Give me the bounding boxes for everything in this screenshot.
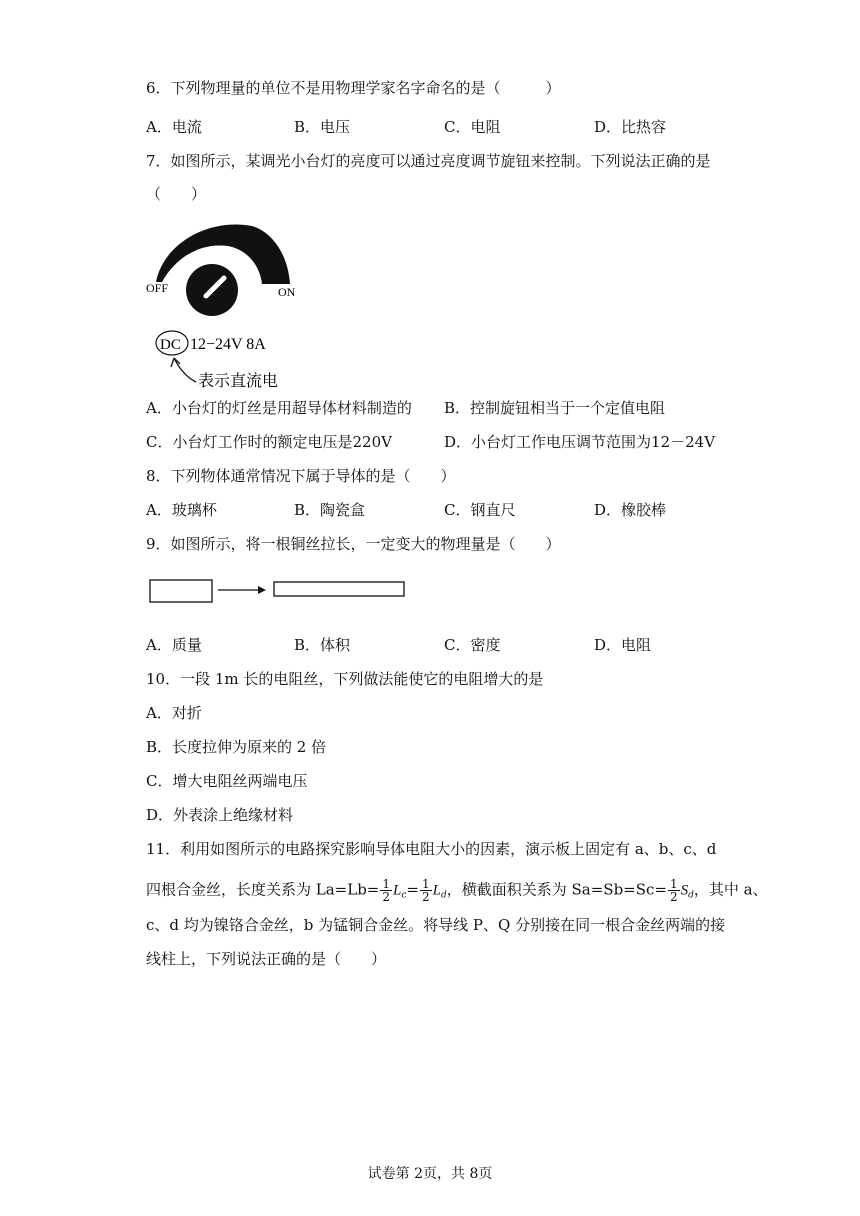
q9-option-b[interactable]: B．体积 — [294, 636, 351, 654]
q9-stem: 9．如图所示，将一根铜丝拉长，一定变大的物理量是（ ） — [146, 535, 561, 553]
q6-option-b[interactable]: B．电压 — [294, 118, 351, 136]
fraction-half: $\frac{1}{2}$ — [669, 877, 678, 904]
q10-option-b[interactable]: B．长度拉伸为原来的 2 倍 — [146, 738, 327, 756]
page-footer: 试卷第 2页，共 8页 — [367, 1166, 493, 1182]
q8-option-a[interactable]: A．玻璃杯 — [146, 501, 217, 519]
q11-line-3: c、d 均为镍铬合金丝，b 为锰铜合金丝。将导线 P、Q 分别接在同一根合金丝两端的接 — [146, 916, 726, 934]
q9-option-d[interactable]: D．电阻 — [594, 636, 652, 654]
q6-option-a[interactable]: A．电流 — [146, 118, 202, 136]
on-label: ON — [278, 285, 296, 299]
q11-line-1: 11．利用如图所示的电路探究影响导体电阻大小的因素，演示板上固定有 a、b、c、d — [146, 840, 717, 858]
q11-line-4: 线柱上，下列说法正确的是（ ） — [146, 950, 387, 968]
off-label: OFF — [146, 281, 169, 295]
q9-option-a[interactable]: A．质量 — [146, 636, 202, 654]
q10-option-a[interactable]: A．对折 — [146, 704, 202, 722]
q7-stem-cont: （ ） — [146, 185, 207, 203]
q6-option-c[interactable]: C．电阻 — [444, 118, 501, 136]
q10-option-c[interactable]: C．增大电阻丝两端电压 — [146, 772, 308, 790]
rating-label: 12−24V 8A — [190, 336, 266, 353]
q10-option-d[interactable]: D．外表涂上绝缘材料 — [146, 806, 294, 824]
q7-option-b[interactable]: B．控制旋钮相当于一个定值电阻 — [444, 399, 666, 417]
q7-option-c[interactable]: C．小台灯工作时的额定电压是220V — [146, 433, 392, 451]
q7-option-a[interactable]: A．小台灯的灯丝是用超导体材料制造的 — [146, 399, 412, 417]
q10-stem: 10．一段 1m 长的电阻丝，下列做法能使它的电阻增大的是 — [146, 670, 544, 688]
q8-option-c[interactable]: C．钢直尺 — [444, 501, 516, 519]
q8-stem: 8．下列物体通常情况下属于导体的是（ ） — [146, 467, 456, 485]
q7-stem: 7．如图所示，某调光小台灯的亮度可以通过亮度调节旋钮来控制。下列说法正确的是 — [146, 152, 711, 170]
q9-option-c[interactable]: C．密度 — [444, 636, 501, 654]
dc-label: DC — [160, 337, 181, 353]
q11-line-2: 四根合金丝，长度关系为 La=Lb= $\frac{1}{2}$ $L_c=$ $\frac{1}{2}$ $L_d$，横截面积关系为 Sa=Sb=Sc= $\frac{1}{2}$ $S_d$，其中 a、 — [146, 877, 768, 904]
q6-option-d[interactable]: D．比热容 — [594, 118, 667, 136]
q7-option-d[interactable]: D．小台灯工作电压调节范围为12－24V — [444, 433, 716, 451]
short-wire — [150, 580, 212, 602]
q6-stem: 6．下列物理量的单位不是用物理学家名字命名的是（ ） — [146, 79, 561, 97]
wire-stretch-figure — [146, 576, 410, 608]
long-wire — [274, 582, 404, 596]
q8-option-d[interactable]: D．橡胶棒 — [594, 501, 667, 519]
dimmer-knob-figure — [140, 212, 320, 392]
q8-option-b[interactable]: B．陶瓷盒 — [294, 501, 366, 519]
fraction-half: $\frac{1}{2}$ — [382, 877, 391, 904]
fraction-half: $\frac{1}{2}$ — [421, 877, 430, 904]
dc-note: 表示直流电 — [198, 371, 279, 390]
